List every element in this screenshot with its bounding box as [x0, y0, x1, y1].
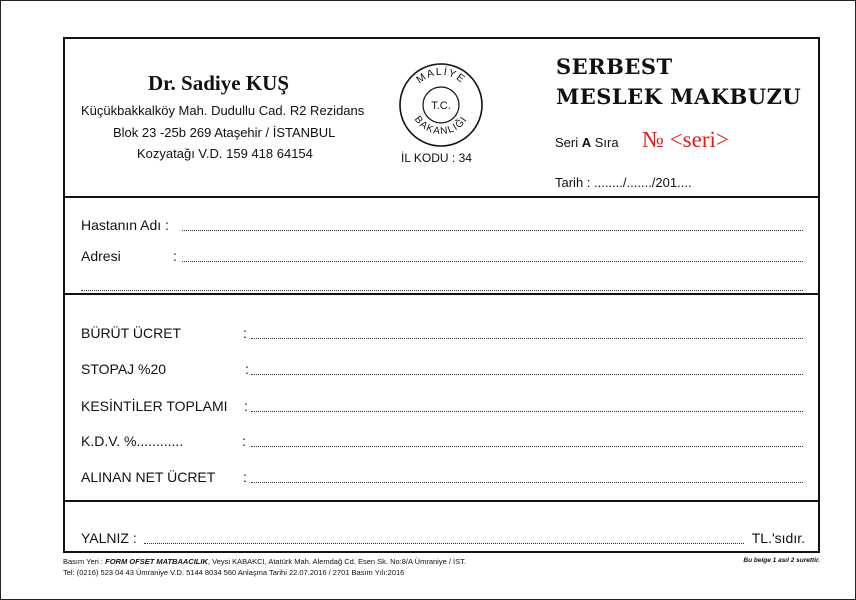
- seri-sira-line: [555, 135, 619, 150]
- ministry-seal: [398, 62, 484, 148]
- printer-info-line-2: Tel: (0216) 523 04 43 Ümraniye V.D. 5144 8034 560 Anlaşma Tarihi 22.07.2016 / 2701 Basım Yılı:2016: [63, 568, 405, 577]
- patient-address-label: Adresi: [81, 248, 121, 264]
- gross-fee-colon: :: [243, 325, 247, 341]
- divider: [65, 196, 818, 198]
- printer-prefix: Basım Yeri :: [63, 557, 104, 566]
- seal-center-text: T.C.: [431, 100, 451, 112]
- printer-name: FORM OFSET MATBAACILIK: [105, 557, 208, 566]
- withholding-label: STOPAJ %20: [81, 361, 167, 377]
- seal-arc-top: MALİYE: [414, 65, 469, 87]
- copy-note: Bu belge 1 asıl 2 surettir.: [743, 557, 820, 564]
- doctor-name: Dr. Sadiye KUŞ: [148, 71, 290, 95]
- patient-name-label: Hastanın Adı :: [81, 217, 169, 233]
- sira-label: Sıra: [594, 135, 619, 150]
- seri-value: A: [581, 135, 592, 150]
- svg-text:BAKANLIĞI: [412, 114, 470, 137]
- date-line: Tarih : ......../......./201....: [555, 175, 692, 190]
- net-fee-label: ALINAN NET ÜCRET: [81, 469, 216, 485]
- receipt-title-line-2: MESLEK MAKBUZU: [556, 84, 802, 109]
- deductions-total-field[interactable]: [251, 411, 803, 412]
- seri-label: Seri: [555, 135, 579, 150]
- vat-label: K.D.V. %............: [81, 433, 184, 449]
- printer-details: , Veysi KABAKCI, Atatürk Mah. Alemdağ Cd. Esen Sk. No:8/A Ümraniye / İST.: [207, 557, 466, 566]
- vat-field[interactable]: [251, 446, 803, 447]
- address-line-1: Küçükbakkalköy Mah. Dudullu Cad. R2 Rezidans: [81, 103, 365, 118]
- address-line-2: Blok 23 -25b 269 Ataşehir / İSTANBUL: [113, 125, 336, 140]
- gross-fee-label: BÜRÜT ÜCRET: [81, 325, 182, 341]
- receipt-title-line-1: SERBEST: [556, 54, 673, 79]
- receipt-number: № <seri>: [642, 127, 729, 152]
- deductions-total-colon: :: [244, 398, 248, 414]
- gross-fee-field[interactable]: [251, 338, 803, 339]
- seal-arc-bottom: BAKANLIĞI: [411, 114, 471, 138]
- divider: [65, 293, 818, 295]
- in-words-field[interactable]: [144, 543, 744, 544]
- currency-suffix: TL.'sıdır.: [751, 530, 805, 546]
- receipt-form: [63, 37, 820, 553]
- patient-address-colon: :: [173, 248, 177, 264]
- withholding-colon: :: [245, 361, 249, 377]
- net-fee-field[interactable]: [251, 482, 803, 483]
- withholding-field[interactable]: [251, 374, 803, 375]
- patient-address-field[interactable]: [182, 261, 803, 262]
- divider: [65, 500, 818, 502]
- tax-office-line: Kozyatağı V.D. 159 418 64154: [137, 146, 313, 161]
- deductions-total-label: KESİNTİLER TOPLAMI: [81, 398, 228, 414]
- printer-info-line-1: [63, 557, 466, 566]
- vat-colon: :: [242, 433, 246, 449]
- patient-name-field[interactable]: [182, 230, 803, 231]
- patient-address-field-line-2[interactable]: [81, 290, 803, 291]
- net-fee-colon: :: [243, 469, 247, 485]
- in-words-label: YALNIZ :: [81, 530, 137, 546]
- il-kodu: İL KODU : 34: [401, 151, 472, 165]
